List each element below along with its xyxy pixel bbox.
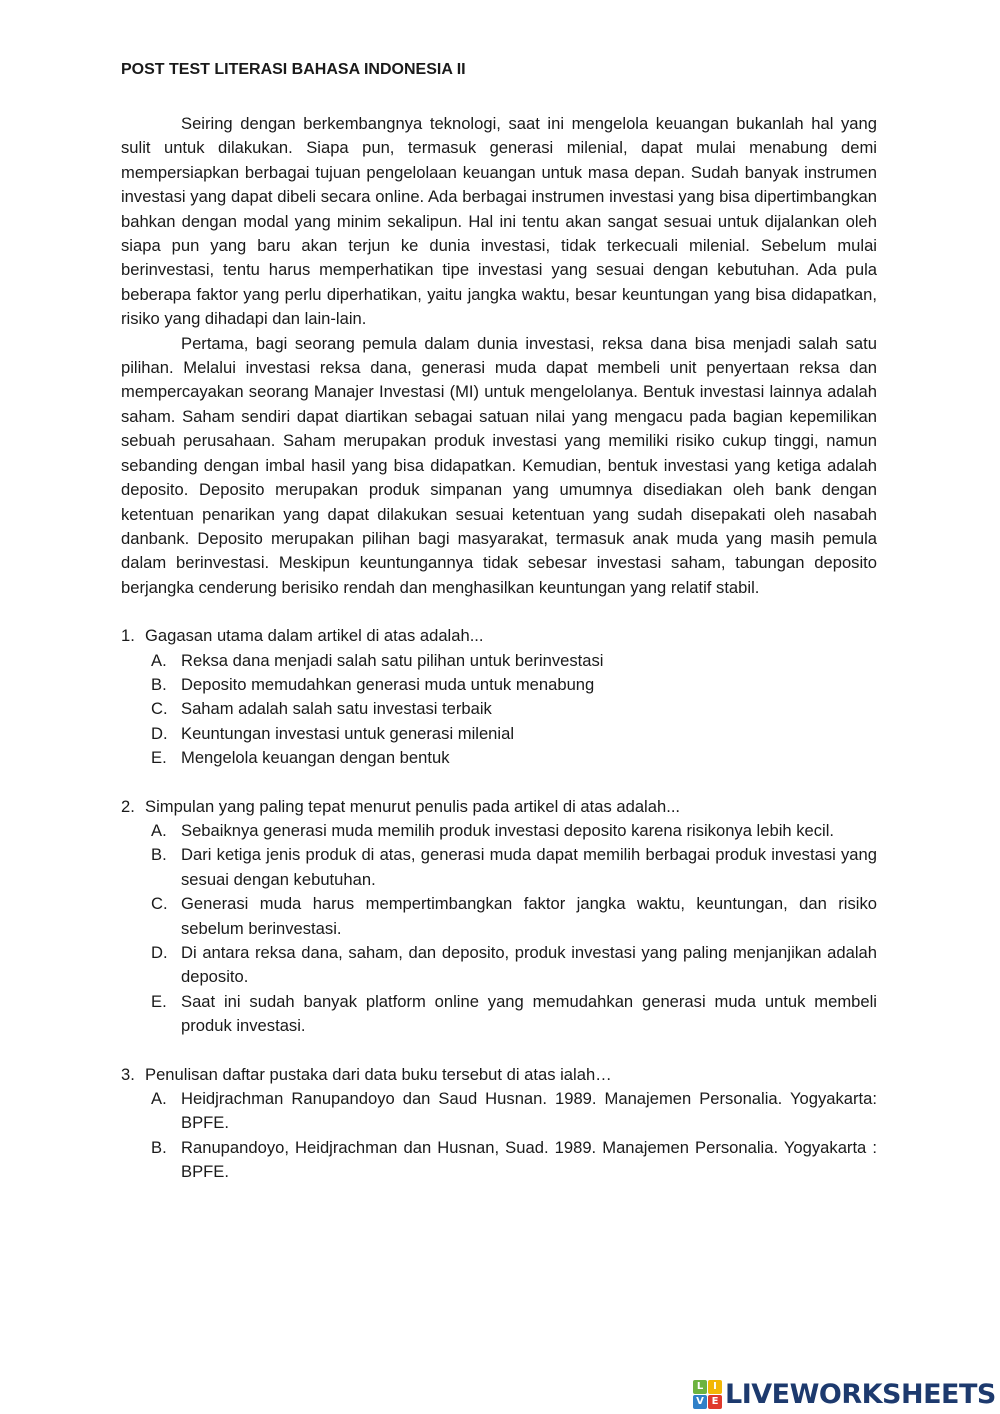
question-number: 3.: [121, 1064, 135, 1084]
question-stem: [121, 1063, 877, 1087]
option-letter: E.: [151, 991, 167, 1011]
question-text: Gagasan utama dalam artikel di atas adalah...: [145, 626, 484, 646]
option-letter: D.: [151, 943, 168, 962]
answer-option-a[interactable]: [151, 819, 877, 843]
option-text: Di antara reksa dana, saham, dan deposito, produk investasi yang paling menjanjikan adalah deposito.: [181, 943, 877, 987]
answer-options: [121, 1087, 877, 1185]
option-text: Saat ini sudah banyak platform online yang memudahkan generasi muda untuk membeli produk investasi.: [181, 991, 877, 1036]
page-title: POST TEST LITERASI BAHASA INDONESIA II: [121, 61, 466, 78]
answer-option-a[interactable]: [151, 1087, 877, 1136]
question-stem: [121, 795, 877, 819]
question-number: 2.: [121, 796, 135, 816]
answer-options: [121, 819, 877, 1039]
liveworksheets-logo[interactable]: [693, 1378, 996, 1410]
answer-option-e[interactable]: [151, 746, 877, 770]
answer-option-d[interactable]: [151, 722, 877, 746]
answer-option-b[interactable]: [151, 1136, 877, 1185]
answer-option-b[interactable]: [151, 673, 877, 697]
question-text: Simpulan yang paling tepat menurut penulis pada artikel di atas adalah...: [145, 796, 681, 816]
question-stem: [121, 624, 877, 648]
reading-passage: [121, 112, 877, 600]
option-letter: A.: [151, 1089, 167, 1109]
question-text: Penulisan daftar pustaka dari data buku tersebut di atas ialah…: [145, 1064, 612, 1084]
option-letter: B.: [151, 674, 167, 694]
question-1: [121, 624, 877, 770]
option-text: Sebaiknya generasi muda memilih produk investasi deposito karena risikonya lebih kecil.: [181, 820, 835, 840]
option-letter: B.: [151, 1137, 167, 1157]
option-text: Reksa dana menjadi salah satu pilihan untuk berinvestasi: [181, 650, 604, 670]
passage-paragraph-1: Seiring dengan berkembangnya teknologi, saat ini mengelola keuangan bukanlah hal yang sulit untuk dilakukan. Siapa pun, termasuk generasi milenial, dapat mulai menabung demi mempersiapkan berbagai tujuan pengelolaan keuangan untuk masa depan. Sudah banyak instrumen investasi yang dapat dibeli secara online. Ada berbagai instrumen investasi yang bisa dipertimbangkan bahkan dengan modal yang minim sekalipun. Hal ini tentu akan sangat sesuai untuk dijalankan oleh siapa pun yang baru akan terjun ke dunia investasi, tidak terkecuali milenial. Sebelum mulai berinvestasi, tentu harus memperhatikan tipe investasi yang sesuai dengan kebutuhan. Ada pula beberapa faktor yang perlu diperhatikan, yaitu jangka waktu, besar keuntungan yang bisa didapatkan, risiko yang dihadapi dan lain-lain.: [121, 114, 877, 329]
answer-option-c[interactable]: [151, 697, 877, 721]
option-text: Deposito memudahkan generasi muda untuk menabung: [181, 674, 595, 694]
option-text: Dari ketiga jenis produk di atas, generasi muda dapat memilih berbagai produk investasi yang sesuai dengan kebutuhan.: [181, 845, 877, 889]
option-letter: D.: [151, 723, 168, 743]
option-letter: A.: [151, 820, 167, 840]
option-text: Generasi muda harus mempertimbangkan faktor jangka waktu, keuntungan, dan risiko sebelum berinvestasi.: [181, 894, 877, 938]
option-text: Ranupandoyo, Heidjrachman dan Husnan, Suad. 1989. Manajemen Personalia. Yogyakarta : BPFE.: [181, 1137, 877, 1182]
badge-letter-l: L: [693, 1380, 707, 1394]
answer-option-d[interactable]: [151, 941, 877, 990]
option-letter: C.: [151, 699, 168, 719]
option-text: Keuntungan investasi untuk generasi milenial: [181, 723, 515, 743]
live-badge-icon: [693, 1380, 722, 1409]
answer-options: [121, 649, 877, 771]
answer-option-b[interactable]: [151, 843, 877, 892]
question-2: [121, 795, 877, 1039]
option-text: Heidjrachman Ranupandoyo dan Saud Husnan. 1989. Manajemen Personalia. Yogyakarta: BPFE.: [181, 1089, 877, 1133]
question-number: 1.: [121, 626, 135, 646]
option-text: Saham adalah salah satu investasi terbaik: [181, 699, 492, 719]
worksheet-page: [121, 58, 877, 1185]
question-3: [121, 1063, 877, 1185]
badge-letter-v: V: [693, 1395, 707, 1409]
option-letter: A.: [151, 650, 167, 670]
passage-paragraph-2: Pertama, bagi seorang pemula dalam dunia investasi, reksa dana bisa menjadi salah satu pilihan. Melalui investasi reksa dana, generasi muda dapat membeli unit penyertaan reksa dan mempercayakan seorang Manajer Investasi (MI) untuk mengelolanya. Bentuk investasi lainnya adalah saham. Saham sendiri dapat diartikan sebagai satuan nilai yang mengacu pada bagian kepemilikan sebuah perusahaan. Saham merupakan produk investasi yang memiliki risiko cukup tinggi, namun sebanding dengan imbal hasil yang bisa didapatkan. Kemudian, bentuk investasi yang ketiga adalah deposito. Deposito merupakan produk simpanan yang umumnya disediakan oleh bank dengan ketentuan penarikan yang dapat dilakukan sesuai ketentuan yang sudah disepakati oleh nasabah danbank. Deposito merupakan pilihan bagi masyarakat, termasuk anak muda yang masih pemula dalam berinvestasi. Meskipun keuntungannya tidak sebesar investasi saham, tabungan deposito berjangka cenderung berisiko rendah dan menghasilkan keuntungan yang relatif stabil.: [121, 333, 877, 597]
option-letter: C.: [151, 894, 168, 914]
option-letter: B.: [151, 845, 167, 865]
option-text: Mengelola keuangan dengan bentuk: [181, 748, 450, 768]
answer-option-c[interactable]: [151, 892, 877, 941]
logo-text: LIVEWORKSHEETS: [725, 1378, 996, 1410]
answer-option-e[interactable]: [151, 990, 877, 1039]
option-letter: E.: [151, 748, 167, 768]
badge-letter-e: E: [708, 1395, 722, 1409]
badge-letter-i: I: [708, 1380, 722, 1394]
answer-option-a[interactable]: [151, 649, 877, 673]
